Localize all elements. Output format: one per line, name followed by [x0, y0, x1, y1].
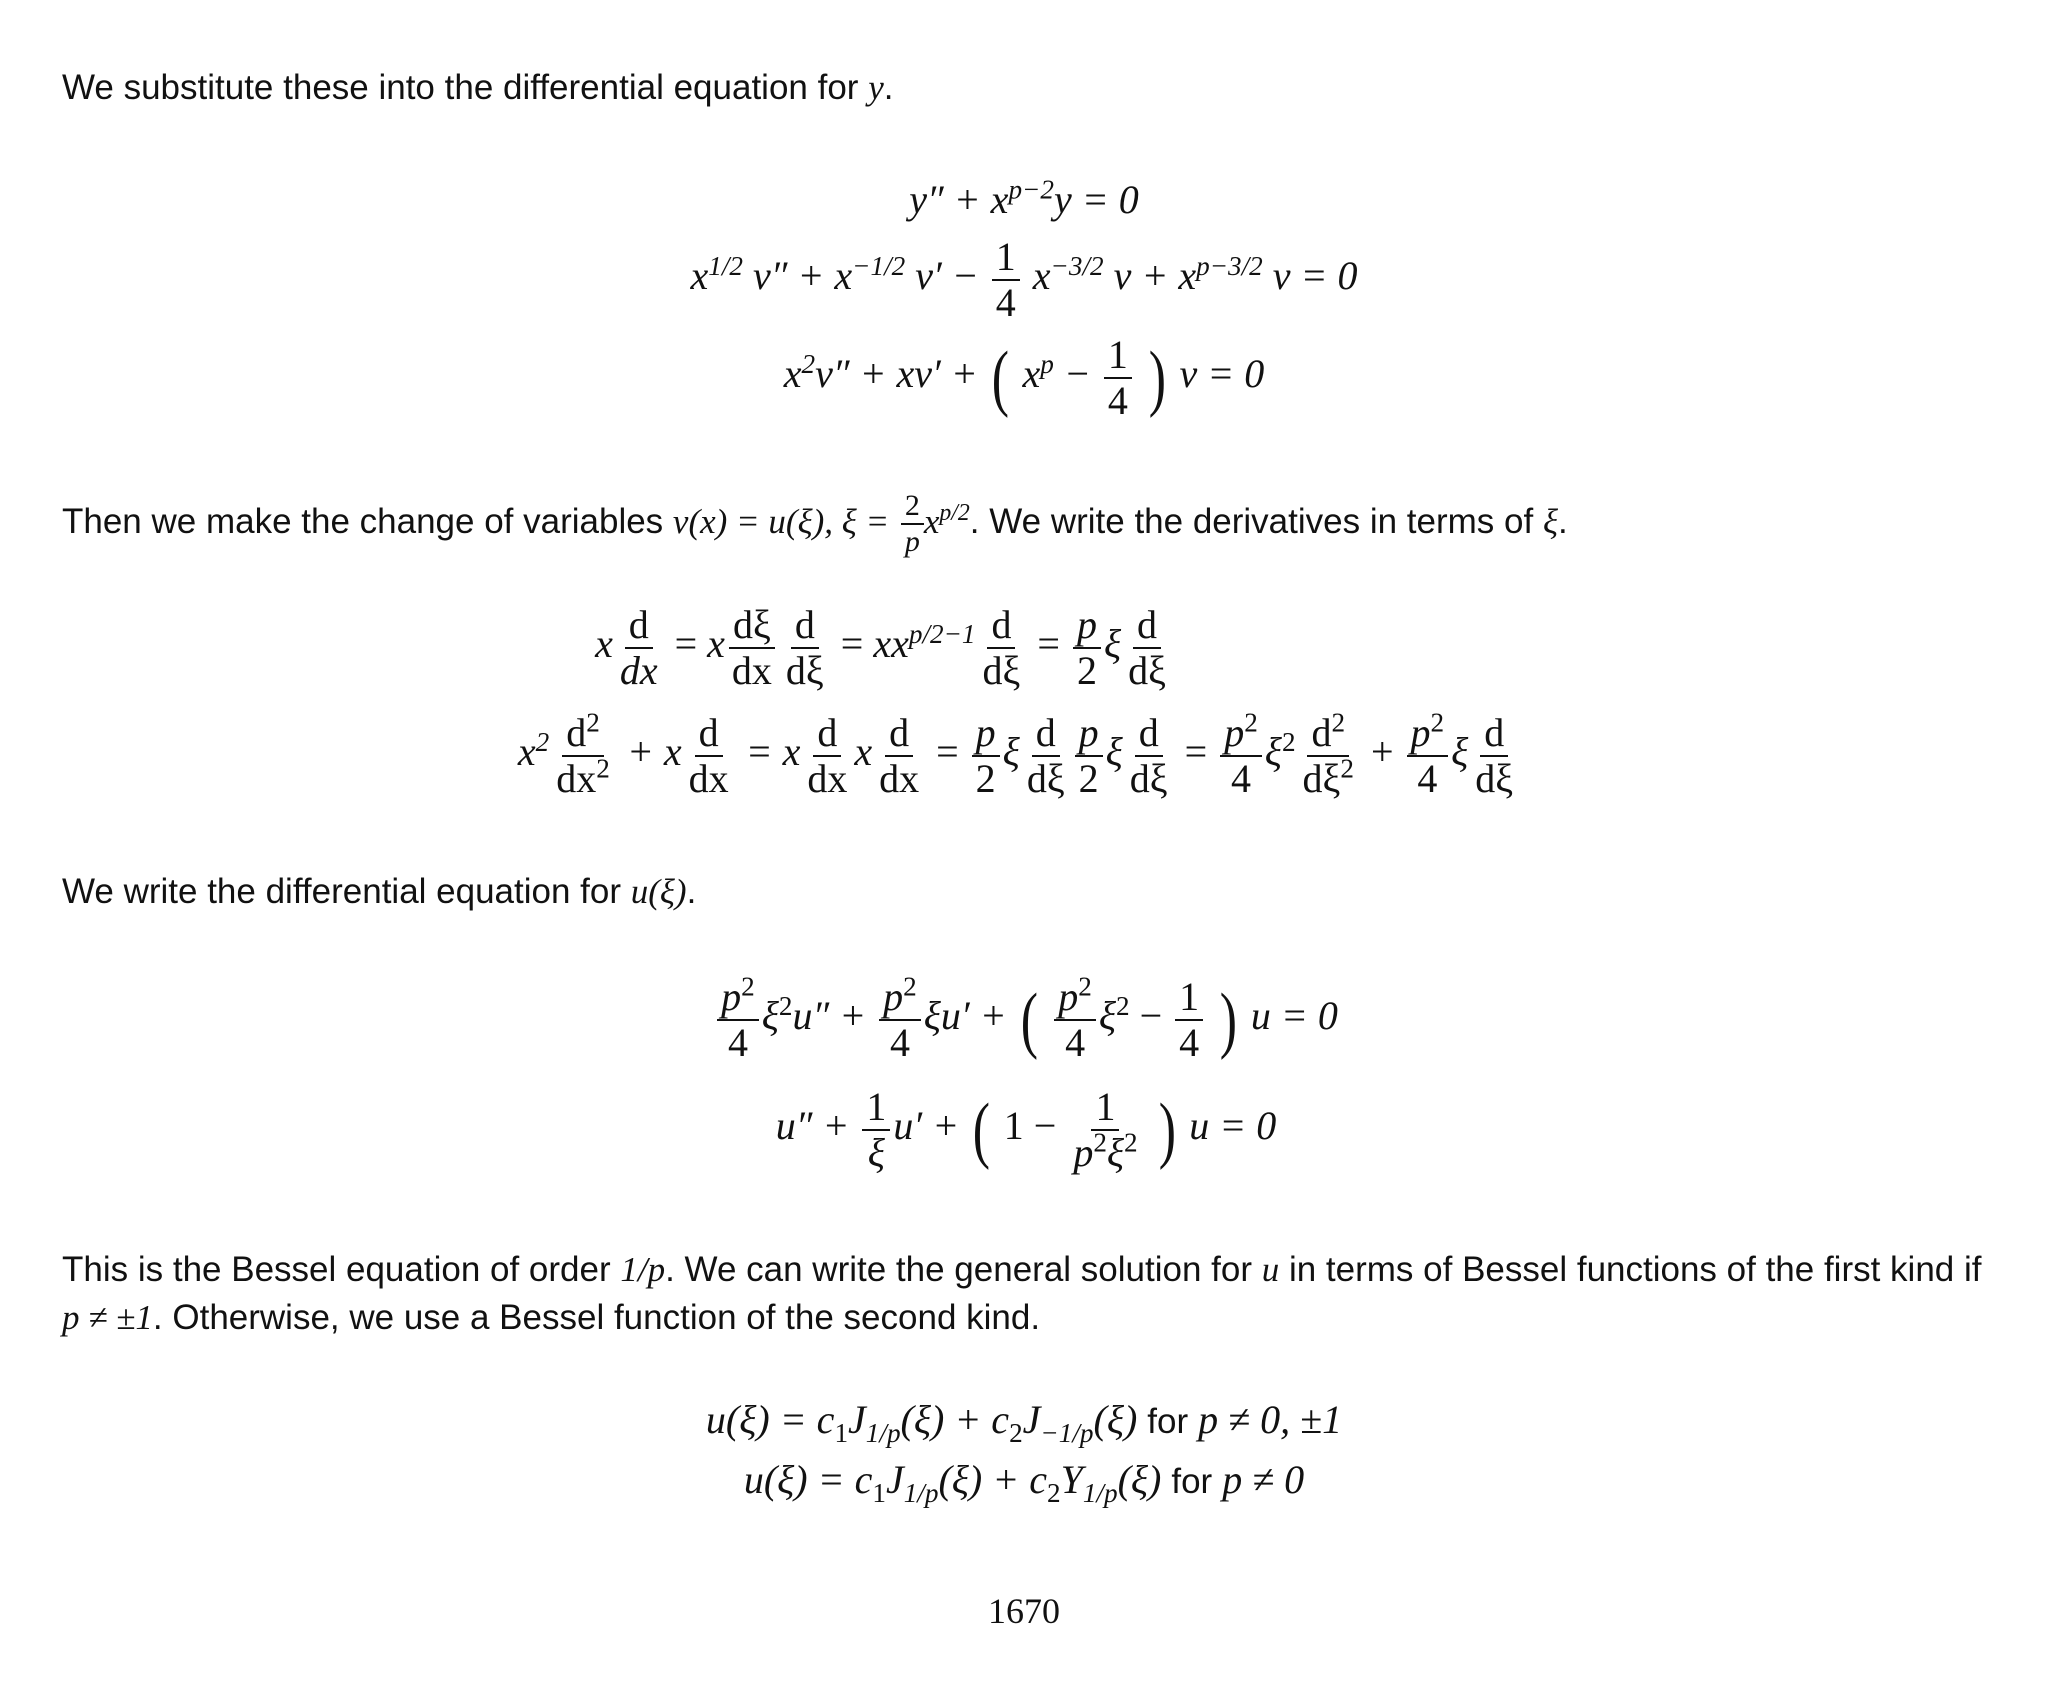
math-var: u(ξ)	[630, 872, 687, 911]
math-token: 1	[834, 1418, 849, 1448]
math-token: 1	[992, 236, 1020, 281]
math-token: 2	[778, 990, 793, 1021]
math-token: p ≠ 0, ±1	[1198, 1397, 1343, 1442]
math-token: u″ +	[792, 993, 867, 1039]
math-token: dx	[619, 648, 658, 693]
paragraph-text: We write the differential equation for	[62, 872, 622, 911]
equation-ode-v	[0, 334, 2048, 422]
eq-part: x	[1032, 253, 1051, 299]
eq-exp: 1/2	[708, 250, 743, 281]
math-token: d	[987, 604, 1015, 649]
fraction	[1124, 604, 1170, 692]
math-token: Y	[1060, 1457, 1083, 1502]
fraction	[1075, 712, 1103, 800]
math-token: dx	[731, 648, 772, 693]
math-token: + x	[626, 729, 682, 775]
math-token: 2	[1116, 990, 1130, 1021]
math-token: dξ	[1128, 648, 1166, 693]
math-token: 2	[1093, 1127, 1107, 1158]
equation-solution-first-kind	[0, 1396, 2048, 1448]
fraction	[782, 604, 828, 692]
math-token: (ξ) + c	[938, 1457, 1047, 1502]
eq-exp: −3/2	[1050, 250, 1104, 281]
math-token: +	[1370, 729, 1394, 775]
math-token: xx	[873, 621, 909, 667]
fraction	[979, 604, 1025, 692]
math-token: p	[883, 974, 904, 1019]
eq-part: x	[690, 253, 709, 299]
math-token: 2	[535, 726, 550, 757]
fraction	[1069, 1086, 1141, 1174]
math-token: d	[1032, 712, 1060, 757]
eq-part: y = 0	[1053, 177, 1139, 222]
paragraph-text: We substitute these into the differential equation for	[62, 68, 859, 107]
punct: .	[883, 68, 894, 107]
math-token: =	[674, 621, 698, 667]
math-token: 4	[1417, 756, 1438, 801]
math-token: dx	[556, 756, 597, 801]
math-token: 2	[1009, 1418, 1023, 1448]
fraction	[1126, 712, 1172, 800]
math-token: ξ	[1103, 621, 1122, 667]
eq-part: v + x	[1113, 253, 1197, 299]
equation-second-derivative	[0, 707, 2043, 801]
fraction	[862, 1086, 890, 1174]
fraction	[972, 712, 1000, 800]
math-token: 1	[1175, 976, 1203, 1021]
math-token: 4	[889, 1020, 910, 1065]
fraction	[1407, 707, 1449, 801]
math-token: 1/p	[865, 1418, 901, 1448]
math-var: ξ	[1542, 501, 1558, 541]
math-token: p	[1075, 712, 1103, 757]
fraction	[552, 707, 614, 801]
fraction	[1175, 976, 1203, 1064]
fraction	[1054, 971, 1096, 1065]
eq-exp: p−3/2	[1196, 250, 1263, 281]
math-token: p ≠ 0	[1222, 1457, 1305, 1502]
fraction	[728, 604, 776, 692]
fraction	[616, 604, 662, 692]
eq-part: v = 0	[1179, 351, 1265, 397]
math-token: 4	[727, 1020, 748, 1065]
eq-part: −	[1063, 351, 1091, 397]
math-token: u(ξ) = c	[743, 1457, 873, 1502]
fraction	[1299, 707, 1358, 801]
math-token: 1	[1091, 1086, 1119, 1131]
eq-exp: p−2	[1008, 174, 1054, 205]
paragraph-ode-u	[62, 868, 1992, 916]
fraction	[1073, 604, 1101, 692]
math-token: 4	[1107, 378, 1128, 423]
math-token: ξ	[1002, 729, 1020, 775]
math-token: ξ	[1451, 729, 1469, 775]
math-token: J	[885, 1457, 904, 1502]
math-token: ξ	[1105, 729, 1123, 775]
math-token: 2	[903, 971, 917, 1002]
right-paren: )	[1158, 1089, 1176, 1171]
eq-part: y″ + x	[909, 177, 1009, 222]
paragraph-text: in terms of Bessel functions of the first kind if	[1288, 1250, 1982, 1289]
math-token: 4	[1179, 1020, 1200, 1065]
eq-exp: 2	[801, 348, 816, 379]
math-token: 4	[995, 280, 1016, 325]
paragraph-substitute	[62, 64, 1992, 112]
math-token: dξ	[1475, 756, 1514, 801]
fraction	[717, 971, 759, 1065]
math-token: u = 0	[1250, 993, 1338, 1039]
math-token: −	[1139, 993, 1163, 1039]
math-token: 2	[596, 753, 610, 784]
paragraph-text: . We can write the general solution for	[665, 1250, 1252, 1289]
paragraph-text: Then we make the change of variables	[62, 501, 664, 541]
math-token: =	[1037, 621, 1060, 667]
math-token: u′ +	[893, 1103, 960, 1149]
math-token: d	[813, 712, 841, 757]
math-token: −1/p	[1040, 1418, 1094, 1448]
paragraph-text: This is the Bessel equation of order	[62, 1250, 611, 1289]
math-token: p	[1058, 974, 1079, 1019]
page-number: 1670	[988, 1591, 1060, 1631]
math-inline: v(x) = u(ξ), ξ =	[672, 501, 890, 541]
math-token: = x	[745, 729, 801, 775]
math-token: d	[566, 710, 587, 755]
math-token: dξ	[785, 648, 824, 693]
punct: .	[1557, 501, 1568, 541]
eq-part: v″ + xv′ +	[815, 351, 978, 397]
math-token: =	[936, 729, 959, 775]
left-paren: (	[991, 337, 1009, 419]
math-token: x	[854, 729, 873, 775]
math-token: ξ	[1098, 993, 1117, 1039]
math-token: dx	[807, 756, 848, 801]
eq-part: v″ + x	[752, 253, 853, 299]
fraction	[879, 971, 921, 1065]
equation-solution-second-kind	[0, 1456, 2048, 1508]
math-token: ξu′ +	[923, 993, 1007, 1039]
math-token: dξ	[729, 604, 775, 649]
left-paren: (	[1020, 979, 1038, 1061]
fraction	[1471, 712, 1517, 800]
math-token: dξ	[982, 648, 1021, 693]
math-inline: x	[923, 501, 940, 541]
math-token: J	[1022, 1397, 1041, 1442]
paragraph-change-of-variables	[62, 490, 1992, 557]
math-token: 2	[1124, 1127, 1138, 1158]
math-token: 2	[1078, 756, 1099, 801]
math-token: (ξ)	[1093, 1397, 1138, 1442]
eq-part: v = 0	[1272, 253, 1358, 299]
fraction	[803, 712, 851, 800]
math-token: 1/p	[903, 1478, 939, 1508]
math-token: x	[517, 729, 536, 775]
fraction	[992, 236, 1020, 324]
math-token: u(ξ) = c	[705, 1397, 835, 1442]
fraction	[1023, 712, 1069, 800]
math-token: 1	[872, 1478, 886, 1508]
math-token: 1	[862, 1086, 890, 1131]
fraction	[1220, 707, 1262, 801]
math-token: p	[972, 712, 1000, 757]
math-var: u	[1261, 1250, 1280, 1289]
equation-bessel	[2, 1086, 2048, 1174]
math-token: ξ	[1264, 729, 1282, 775]
math-token: 1	[1104, 334, 1132, 379]
math-token: d	[791, 604, 819, 649]
math-token: (ξ)	[1117, 1457, 1162, 1502]
math-token: 2	[1340, 753, 1354, 784]
math-token: p	[1073, 1130, 1094, 1175]
for-word: for	[1171, 1462, 1213, 1501]
math-token: p	[1410, 710, 1431, 755]
math-inline: p ≠ ±1	[62, 1298, 153, 1337]
math-token: ξ	[867, 1130, 885, 1175]
math-token: dx	[688, 756, 729, 801]
math-exp: p/2	[939, 500, 970, 527]
left-paren: (	[972, 1089, 991, 1171]
math-token: ξ	[761, 993, 779, 1039]
math-token: 2	[1046, 1478, 1061, 1508]
math-token: u″ +	[775, 1103, 850, 1149]
equation-ode-y	[0, 176, 2048, 223]
fraction-inline	[901, 490, 924, 557]
math-token: =	[1184, 729, 1208, 775]
math-token: d	[1480, 712, 1508, 757]
math-token: p	[721, 974, 742, 1019]
paragraph-bessel	[62, 1246, 1992, 1342]
math-token: 2	[901, 490, 924, 525]
math-token: 1/p	[1082, 1478, 1118, 1508]
math-token: dξ	[1026, 756, 1065, 801]
fraction	[1104, 334, 1132, 422]
math-token: 2	[1430, 707, 1445, 738]
paragraph-text: . We write the derivatives in terms of	[969, 501, 1534, 541]
math-token: p	[904, 524, 920, 558]
math-token: d	[1133, 604, 1161, 649]
math-token: =	[840, 621, 864, 667]
math-token: dξ	[1302, 756, 1341, 801]
for-word: for	[1147, 1402, 1189, 1441]
math-token: p	[1073, 604, 1101, 649]
math-token: x	[707, 621, 725, 667]
equation-first-derivative	[0, 604, 1908, 692]
math-token: d	[885, 712, 913, 757]
math-inline: 1/p	[620, 1250, 666, 1289]
paragraph-text: . Otherwise, we use a Bessel function of the second kind.	[152, 1298, 1041, 1337]
math-token: dξ	[1129, 756, 1168, 801]
eq-part: v′ −	[915, 253, 979, 299]
math-token: x	[595, 621, 613, 667]
math-token: p/2−1	[908, 618, 976, 649]
punct: .	[686, 872, 697, 911]
math-token: 2	[1078, 971, 1092, 1002]
equation-ode-v-expanded	[0, 236, 2048, 324]
equation-ode-u-scaled	[2, 971, 2048, 1065]
math-token: 2	[586, 707, 600, 738]
math-token: ξ	[1106, 1130, 1125, 1175]
math-token: 2	[1244, 707, 1258, 738]
math-token: 2	[975, 756, 996, 801]
right-paren: )	[1219, 979, 1238, 1061]
math-token: (ξ) + c	[900, 1397, 1010, 1442]
math-token: 4	[1231, 756, 1251, 801]
math-token: 2	[1281, 726, 1296, 757]
fraction	[875, 712, 923, 800]
eq-exp: −1/2	[852, 250, 906, 281]
math-token: 2	[1076, 648, 1097, 693]
math-token: d	[625, 604, 653, 649]
math-var: y	[868, 68, 884, 107]
math-token: d	[1311, 710, 1332, 755]
math-token: 1 −	[1003, 1103, 1057, 1149]
eq-part: x	[783, 351, 802, 397]
math-token: d	[695, 712, 723, 757]
fraction	[685, 712, 733, 800]
math-token: p	[1224, 710, 1245, 755]
math-token: 4	[1065, 1020, 1086, 1065]
math-token: J	[848, 1397, 866, 1442]
math-token: d	[1135, 712, 1163, 757]
right-paren: )	[1148, 337, 1166, 419]
math-token: 2	[1331, 707, 1346, 738]
eq-exp: p	[1040, 348, 1054, 379]
math-token: 2	[741, 971, 755, 1002]
eq-part: x	[1022, 351, 1041, 397]
math-token: u = 0	[1189, 1103, 1277, 1149]
math-token: dx	[879, 756, 920, 801]
